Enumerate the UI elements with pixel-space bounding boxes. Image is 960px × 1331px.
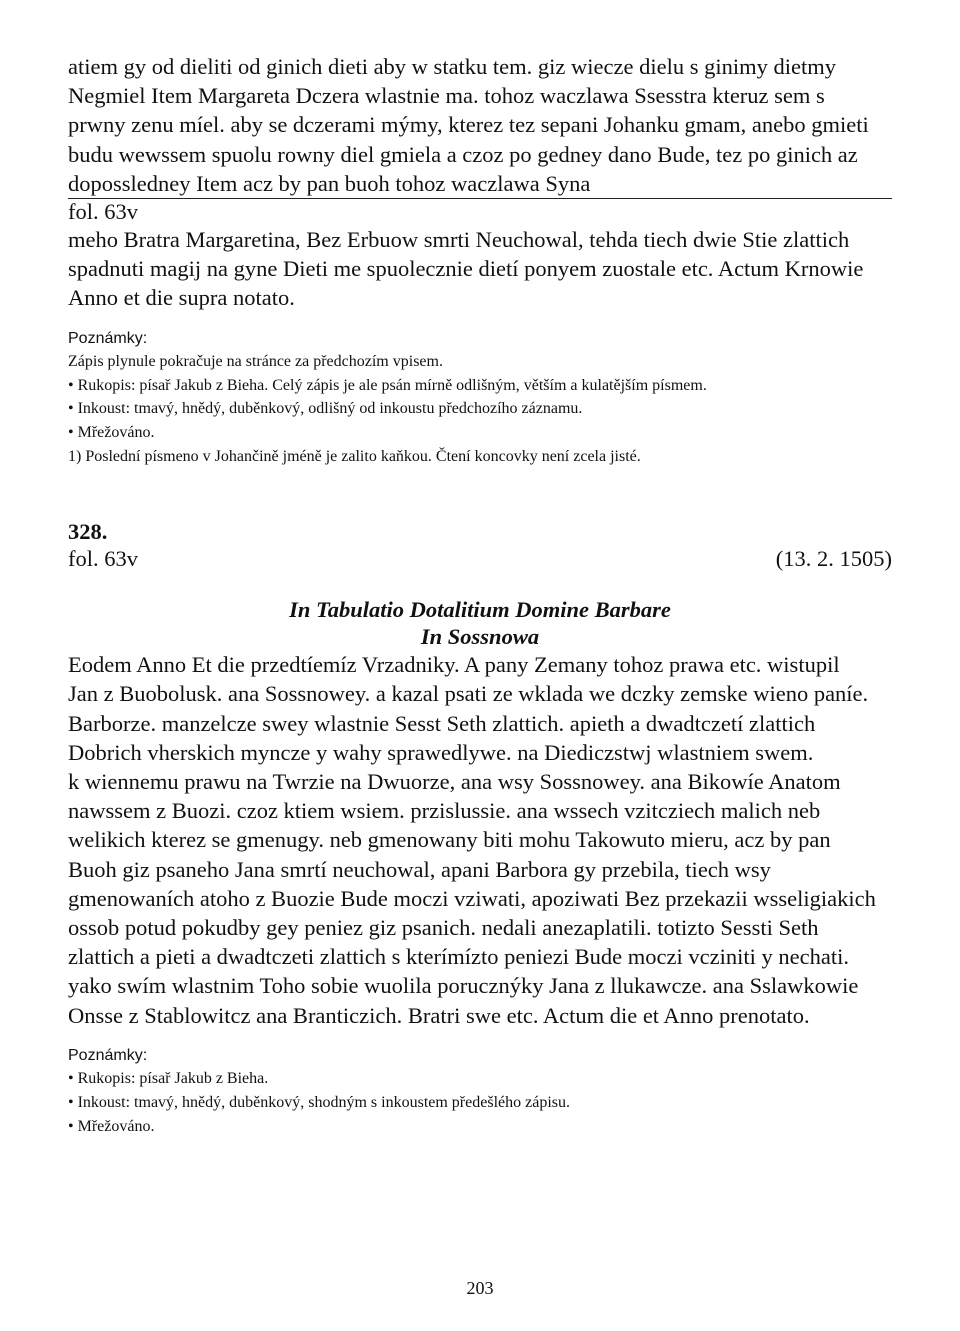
entry-328 [68, 518, 892, 1138]
notes-title: Poznámky: [68, 1046, 148, 1064]
note-item: 1) Poslední písmeno v Johančině jméně je zalito kaňkou. Čtení koncovky není zcela jisté. [68, 447, 641, 465]
note-item: • Rukopis: písař Jakub z Bieha. Celý zápis je ale psán mírně odlišným, větším a kulatějším písmem. [68, 376, 707, 394]
note-item: • Rukopis: písař Jakub z Bieha. [68, 1070, 269, 1088]
page-body [68, 52, 892, 1138]
text-line: Negmiel Item Margareta Dczera wlastnie ma. tohoz waczlawa Ssesstra kteruz sem s [68, 83, 825, 109]
notes-block [68, 327, 892, 469]
note-item: • Mřežováno. [68, 424, 155, 441]
text-line: Anno et die supra notato. [68, 285, 295, 311]
text-line: Eodem Anno Et die przedtíemíz Vrzadniky. A pany Zemany tohoz prawa etc. wistupil [68, 652, 840, 678]
text-line: atiem gy od dieliti od ginich dieti aby w statku tem. giz wiecze dielu s ginimy dietmy [68, 54, 836, 79]
continued-text [68, 52, 892, 198]
text-line: nawssem z Buozi. czoz ktiem wsiem. przislussie. ana wssech vzitcziech malich neb [68, 798, 821, 824]
text-line: budu wewssem spuolu rowny diel gmiela a czoz po gedney dano Bude, tez po ginich az [68, 141, 858, 167]
entry-header [68, 545, 892, 572]
text-line: welikich kterez se gmenugy. neb gmenowany biti mohu Takowuto mieru, acz by pan [68, 827, 831, 853]
text-line: Onsse z Stablowitcz ana Branticzich. Bratri swe etc. Actum die et Anno prenotato. [68, 1002, 810, 1028]
note-item: • Inkoust: tmavý, hnědý, duběnkový, shodným s inkoustem předešlého zápisu. [68, 1094, 570, 1112]
text-line: prwny zenu míel. aby se dczerami mýmy, kterez tez sepani Johanku gmam, anebo gmieti [68, 112, 869, 138]
text-line: k wiennemu prawu na Twrzie na Dwuorze, ana wsy Sossnowey. ana Bikowíe Anatom [68, 769, 841, 794]
text-line: Jan z Buobolusk. ana Sossnowey. a kazal psati ze wklada we dczky zemske wieno paníe. [68, 681, 869, 707]
entry-subheading: In Sossnowa [420, 624, 540, 650]
text-line: dopossledney Item acz by pan buoh tohoz waczlawa Syna [68, 170, 591, 196]
text-line: yako swím wlastnim Toho sobie wuolila porucznýky Jana z llukawcze. ana Sslawkowie [68, 973, 859, 999]
continued-entry [68, 52, 892, 468]
entry-date: (13. 2. 1505) [775, 546, 892, 572]
text-line: zlattich a pieti a dwadtczeti zlattich s kterímízto peniezi Bude moczi vcziniti y nechati. [68, 944, 849, 970]
continued-text-after-folio [68, 225, 892, 313]
text-line: spadnuti magij na gyne Dieti me spuolecznie dietí ponyem zuostale etc. Actum Krnowie [68, 256, 864, 282]
notes-title: Poznámky: [68, 329, 148, 347]
entry-number: 328. [68, 519, 108, 545]
text-line: meho Bratra Margaretina, Bez Erbuow smrti Neuchowal, tehda tiech dwie Stie zlattich [68, 227, 850, 253]
entry-text [68, 650, 892, 1030]
folio-marker: fol. 63v [68, 199, 138, 225]
note-item: • Inkoust: tmavý, hnědý, duběnkový, odlišný od inkoustu předchozího záznamu. [68, 400, 583, 418]
note-item: • Mřežováno. [68, 1117, 155, 1135]
notes-block [68, 1044, 892, 1138]
entry-folio: fol. 63v [68, 546, 138, 572]
text-line: ossob potud pokudby gey peniez giz psanich. nedali anezaplatili. totizto Sessti Seth [68, 915, 819, 941]
note-item: Zápis plynule pokračuje na stránce za předchozím vpisem. [68, 353, 443, 371]
text-line: Barborze. manzelcze swey wlastnie Sesst Seth zlattich. apieth a dwadtczetí zlattich [68, 710, 816, 736]
text-line: Buoh giz psaneho Jana smrtí neuchowal, apani Barbora gy przebila, tiech wsy [68, 856, 771, 882]
text-line: gmenowaních atoho z Buozie Bude moczi vziwati, apoziwati Bez przekazii wsseligiakich [68, 885, 876, 911]
page-number: 203 [466, 1278, 494, 1298]
text-line: Dobrich vherskich myncze y wahy sprawedlywe. na Diediczstwj wlastniem swem. [68, 739, 814, 765]
entry-heading: In Tabulatio Dotalitium Domine Barbare [289, 597, 671, 623]
